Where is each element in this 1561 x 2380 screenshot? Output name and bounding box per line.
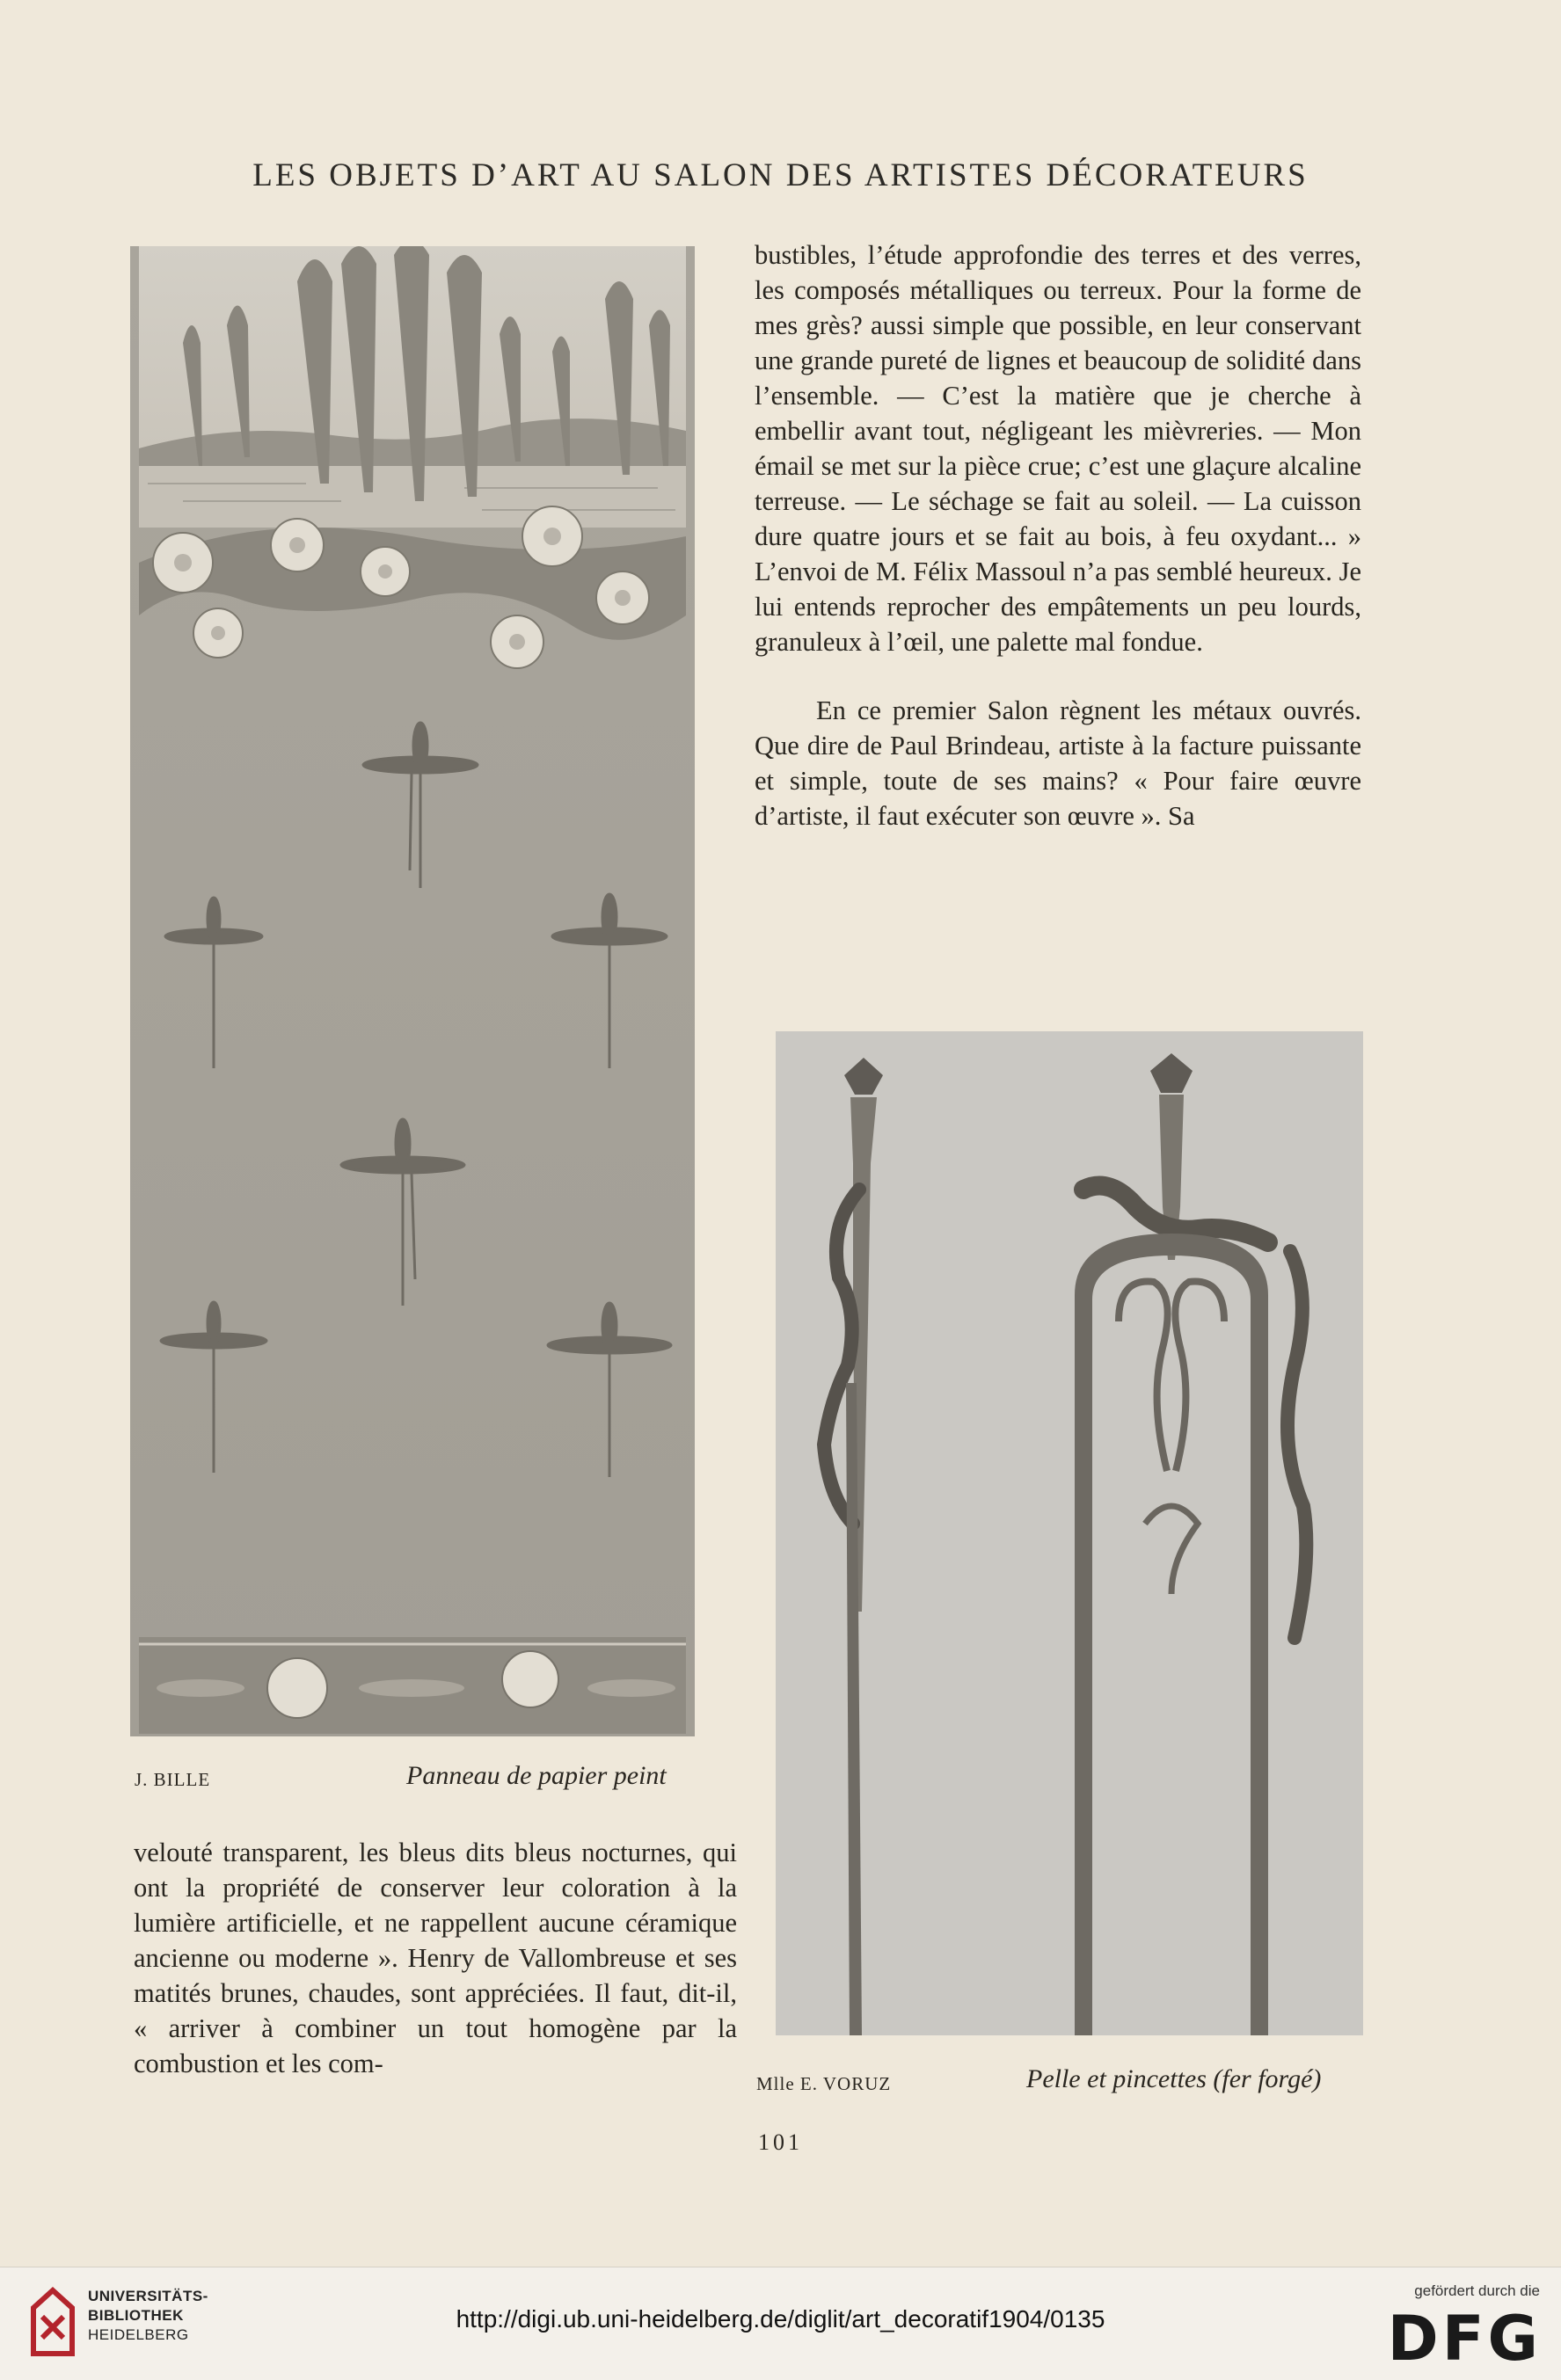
paragraph-ceramics-quote: bustibles, l’étude approfondie des terres et des verres, les composés métalliques ou terreux. Pour la forme de mes grès? aussi simple que possible, en leur conservant une grande pureté de lignes et beaucoup de solidité dans l’ensemble. — C’est la matière que je cherche à embellir avant tout, négligeant les mièvreries. — Mon émail se met sur la pièce crue; c’est une glaçure alcaline terreuse. — Le séchage se fait au soleil. — La cuisson dure quatre jours et se fait au bois, à feu oxydant... » L’envoi de M. Félix Massoul n’a pas semblé heureux. Je lui entends reprocher des empâtements un peu lourds, granuleux à l’œil, une palette mal fondue. <box>755 240 1361 657</box>
figure-caption-title-left: Panneau de papier peint <box>406 1761 667 1790</box>
floral-border <box>139 1637 686 1734</box>
article-text-right-column <box>755 237 1361 833</box>
running-head: LES OBJETS D’ART AU SALON DES ARTISTES DÉCORATEURS <box>252 157 1309 193</box>
wallpaper-panel-drawing <box>130 246 695 1736</box>
fire-tools-photograph <box>776 1031 1363 2035</box>
page-number: 101 <box>758 2129 803 2155</box>
figure-caption-title-right: Pelle et pincettes (fer forgé) <box>1026 2064 1322 2093</box>
source-url-link[interactable]: http://digi.ub.uni-heidelberg.de/diglit/art_decoratif1904/0135 <box>456 2305 1105 2333</box>
fire-tools-drawing <box>776 1031 1363 2035</box>
figure-caption-artist-left: J. BILLE <box>135 1769 211 1790</box>
figure-caption-artist-right: Mlle E. VORUZ <box>756 2073 892 2094</box>
dfg-logo: DFG <box>1387 2303 1542 2375</box>
paragraph-glazes: velouté transparent, les bleus dits bleus nocturnes, qui ont la propriété de conserver leur coloration à la lumière artificielle, et ne rappellent aucune céramique ancienne ou moderne ». Henry de Vallombreuse et ses matités brunes, chaudes, sont appréciées. Il faut, dit-il, « arriver à combiner un tout homogène par la combustion et les com- <box>134 1838 737 2078</box>
digitization-footer <box>0 2267 1561 2380</box>
university-library-name: UNIVERSITÄTS- BIBLIOTHEK HEIDELBERG <box>88 2288 208 2343</box>
wallpaper-panel-illustration <box>130 246 695 1736</box>
funded-by-label: gefördert durch die <box>1414 2282 1540 2299</box>
paragraph-metalwork: En ce premier Salon règnent les métaux ouvrés. Que dire de Paul Brindeau, artiste à la facture puissante et simple, toute de ses mains? « Pour faire œuvre d’artiste, il faut exécuter son œuvre ». Sa <box>755 695 1361 831</box>
article-text-left-column <box>134 1835 737 2081</box>
